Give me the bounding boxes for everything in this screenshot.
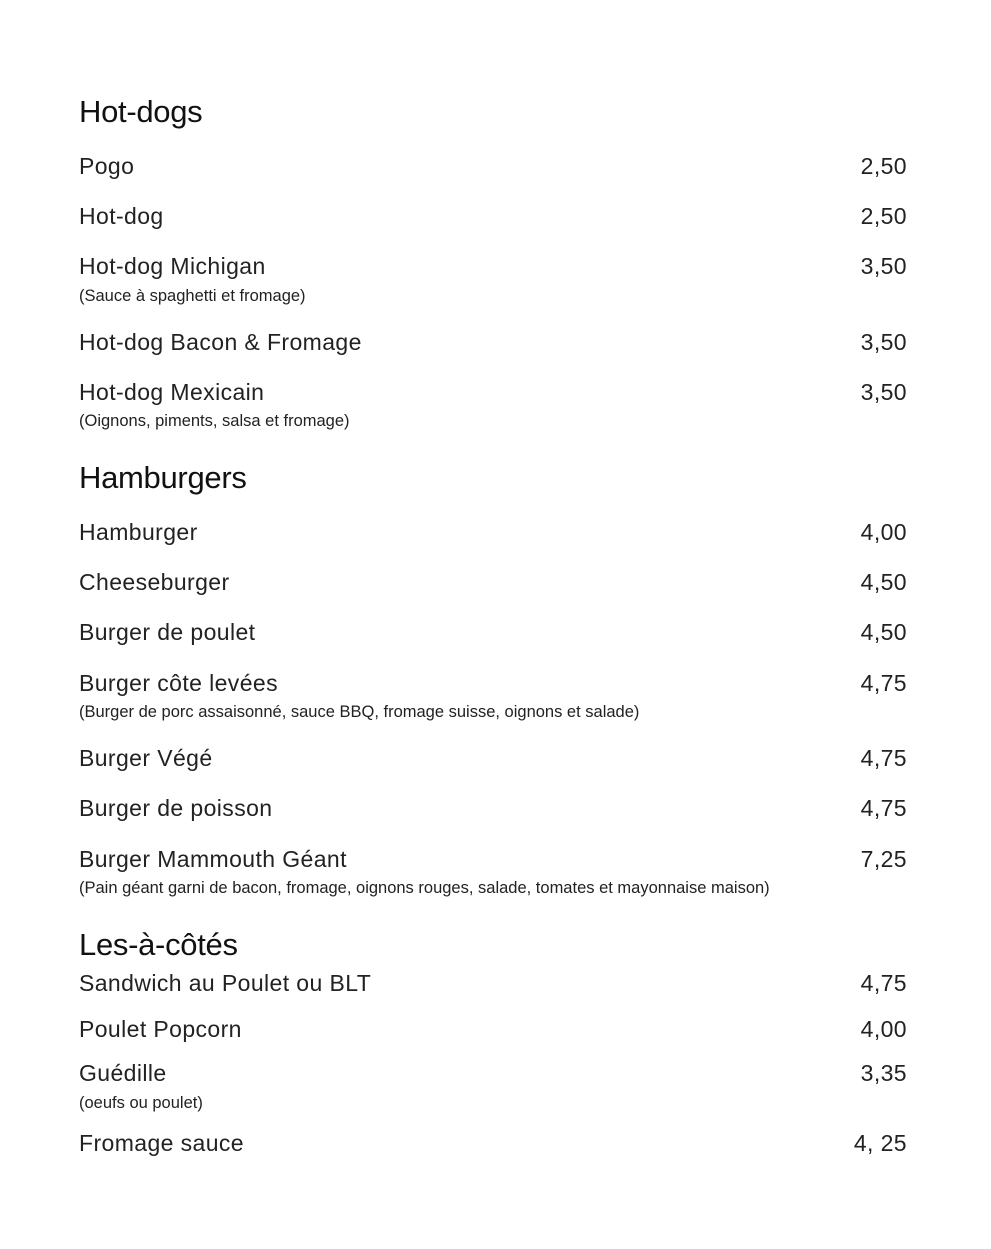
- item-description: (Oignons, piments, salsa et fromage): [79, 412, 350, 430]
- item-name: Poulet Popcorn: [79, 1016, 242, 1042]
- item-price: 4,75: [860, 970, 907, 996]
- item-price: 2,50: [860, 203, 907, 229]
- item-name: Hot-dog Mexicain: [79, 379, 265, 405]
- item-price: 4,00: [860, 1016, 907, 1042]
- item-price: 3,50: [860, 379, 907, 405]
- item-name: Burger côte levées: [79, 670, 278, 696]
- item-price: 4,75: [860, 795, 907, 821]
- item-name: Fromage sauce: [79, 1130, 244, 1156]
- item-name: Hot-dog Michigan: [79, 253, 266, 279]
- item-name: Guédille: [79, 1060, 167, 1086]
- item-name: Burger Mammouth Géant: [79, 846, 347, 872]
- item-price: 3,50: [860, 329, 907, 355]
- item-description: (oeufs ou poulet): [79, 1094, 203, 1112]
- item-price: 4,50: [860, 619, 907, 645]
- item-price: 3,35: [860, 1060, 907, 1086]
- section-title-hot-dogs: Hot-dogs: [79, 94, 203, 129]
- item-name: Hamburger: [79, 519, 198, 545]
- section-title-les-a-cotes: Les-à-côtés: [79, 927, 238, 962]
- item-name: Hot-dog: [79, 203, 164, 229]
- item-price: 4,00: [860, 519, 907, 545]
- item-price: 7,25: [860, 846, 907, 872]
- item-description: (Sauce à spaghetti et fromage): [79, 287, 306, 305]
- item-name: Hot-dog Bacon & Fromage: [79, 329, 362, 355]
- item-name: Burger de poisson: [79, 795, 273, 821]
- item-price: 4, 25: [853, 1130, 907, 1156]
- item-price: 4,75: [860, 745, 907, 771]
- item-name: Burger de poulet: [79, 619, 256, 645]
- item-name: Sandwich au Poulet ou BLT: [79, 970, 372, 996]
- item-price: 4,50: [860, 569, 907, 595]
- item-price: 4,75: [860, 670, 907, 696]
- item-name: Burger Végé: [79, 745, 213, 771]
- item-name: Pogo: [79, 153, 135, 179]
- item-description: (Pain géant garni de bacon, fromage, oignons rouges, salade, tomates et mayonnaise maison): [79, 879, 770, 897]
- item-price: 3,50: [860, 253, 907, 279]
- item-price: 2,50: [860, 153, 907, 179]
- item-name: Cheeseburger: [79, 569, 230, 595]
- section-title-hamburgers: Hamburgers: [79, 460, 247, 495]
- item-description: (Burger de porc assaisonné, sauce BBQ, fromage suisse, oignons et salade): [79, 703, 640, 721]
